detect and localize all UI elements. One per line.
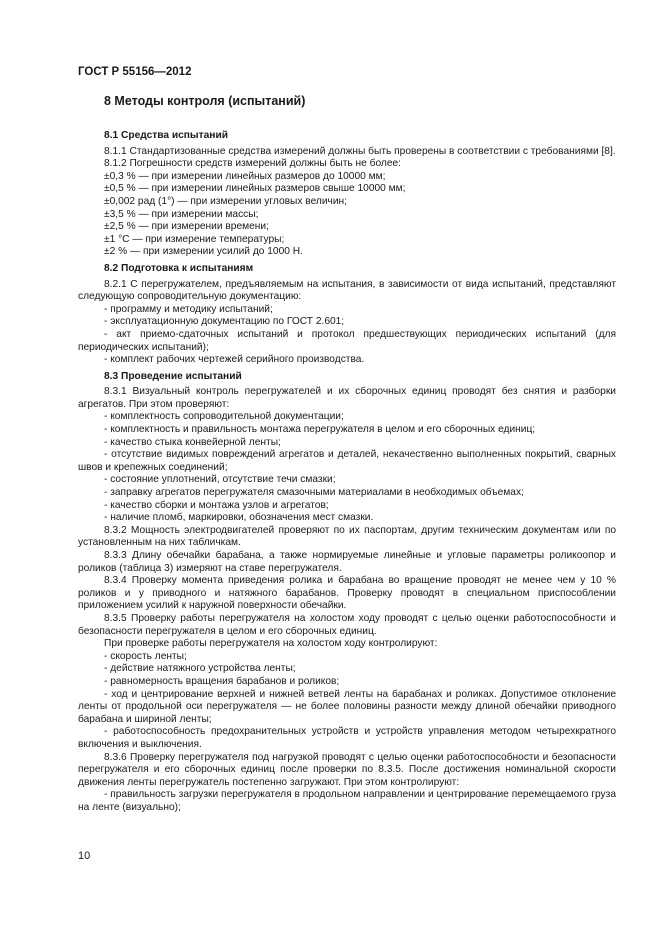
list-item: ±2,5 % — при измерении времени;: [104, 221, 269, 233]
paragraph: 8.1.2 Погрешности средств измерений должны быть не более:: [104, 158, 402, 170]
list-item: ±2 % — при измерении усилий до 1000 Н.: [104, 246, 303, 258]
paragraph: 8.1.1 Стандартизованные средства измерений должны быть проверены в соответствии с требованиями [8].: [104, 145, 616, 157]
list-item: - комплектность и правильность монтажа перегружателя в целом и его сборочных единиц;: [104, 424, 536, 436]
paragraph: 8.2.1 С перегружателем, предъявляемым на испытания, в зависимости от вида испытаний, представляют следующую сопроводительную документацию:: [78, 278, 616, 303]
list-item: - акт приемо-сдаточных испытаний и протокол предшествующих периодических испытаний (для периодических испытаний);: [78, 328, 616, 353]
paragraph: 8.3.1 Визуальный контроль перегружателей и их сборочных единиц проводят без снятия и разборки агрегатов. При этом проверяют:: [78, 386, 616, 410]
subsection-title-8-3: 8.3 Проведение испытаний: [104, 370, 242, 382]
list-item: - качество сборки и монтажа узлов и агрегатов;: [104, 499, 329, 511]
paragraph: При проверке работы перегружателя на холостом ходу контролируют:: [104, 638, 438, 650]
list-item: - качество стыка конвейерной ленты;: [104, 436, 281, 448]
subsection-title-8-1: 8.1 Средства испытаний: [104, 130, 228, 141]
list-item: - комплектность сопроводительной документации;: [104, 411, 344, 423]
list-item: - равномерность вращения барабанов и роликов;: [104, 675, 340, 687]
page-number: 10: [78, 850, 91, 862]
section-title: 8 Методы контроля (испытаний): [104, 94, 306, 108]
list-item: - действие натяжного устройства ленты;: [104, 663, 296, 675]
list-item: - эксплуатационную документацию по ГОСТ 2.601;: [104, 316, 345, 328]
list-item: - скорость ленты;: [104, 650, 187, 662]
list-item: ±0,002 рад (1°) — при измерении угловых величин;: [104, 195, 347, 207]
paragraph: 8.3.4 Проверку момента приведения ролика и барабана во вращение проводят не менее чем у 10 % роликов и у приводного и натяжного барабанов. Проверку проводят в специальном приспособлении приложением усилий к наружной поверхности обечайки.: [78, 575, 616, 612]
paragraph: 8.3.3 Длину обечайки барабана, а также нормируемые линейные и угловые параметры роликоопор и роликов (таблица 3) измеряют на ставе перегружателя.: [78, 550, 616, 574]
list-item: - программу и методику испытаний;: [104, 303, 273, 315]
list-item: ±3,5 % — при измерении массы;: [104, 208, 259, 220]
paragraph: 8.3.5 Проверку работы перегружателя на холостом ходу проводят с целью оценки работоспособности и безопасности перегружателя в целом и его сборочных единиц.: [78, 612, 616, 637]
list-item: - наличие пломб, маркировки, обозначения мест смазки.: [104, 512, 374, 524]
subsection-title-8-2: 8.2 Подготовка к испытаниям: [104, 262, 254, 274]
paragraph: 8.3.6 Проверку перегружателя под нагрузкой проводят с целью оценки работоспособности и безопасности перегружателя и его сборочных единиц после проверки по 8.3.5. После достижения номинальной скорости движения ленты перегружатель постепенно загружают. При этом контролируют:: [78, 751, 616, 788]
list-item: - отсутствие видимых повреждений агрегатов и деталей, некачественно выполненных покрытий, сварных швов и крепежных соединений;: [78, 449, 616, 473]
list-item: ±0,3 % — при измерении линейных размеров до 10000 мм;: [104, 170, 386, 182]
list-item: - работоспособность предохранительных устройств и устройств управления методом четырехкратного включения и выключения.: [78, 726, 616, 750]
list-item: - комплект рабочих чертежей серийного производства.: [104, 354, 365, 366]
document-header: ГОСТ Р 55156—2012: [78, 66, 192, 78]
paragraph: 8.3.2 Мощность электродвигателей проверяют по их паспортам, другим техническим документам или по установленным на них табличкам.: [78, 524, 616, 549]
list-item: - ход и центрирование верхней и нижней ветвей ленты на барабанах и роликах. Допустимое отклонение ленты от продольной оси перегружателя — не более половины разности между длиной обечайки приводного барабана и шириной ленты;: [78, 688, 616, 725]
list-item: ±0,5 % — при измерении линейных размеров свыше 10000 мм;: [104, 183, 406, 195]
page-content: [78, 94, 616, 814]
list-item: - заправку агрегатов перегружателя смазочными материалами в необходимых объемах;: [104, 487, 524, 499]
list-item: ±1 °С — при измерение температуры;: [104, 233, 285, 245]
list-item: - правильность загрузки перегружателя в продольном направлении и центрирование перемещаемого груза на ленте (визуально);: [78, 789, 616, 813]
list-item: - состояние уплотнений, отсутствие течи смазки;: [104, 474, 336, 486]
